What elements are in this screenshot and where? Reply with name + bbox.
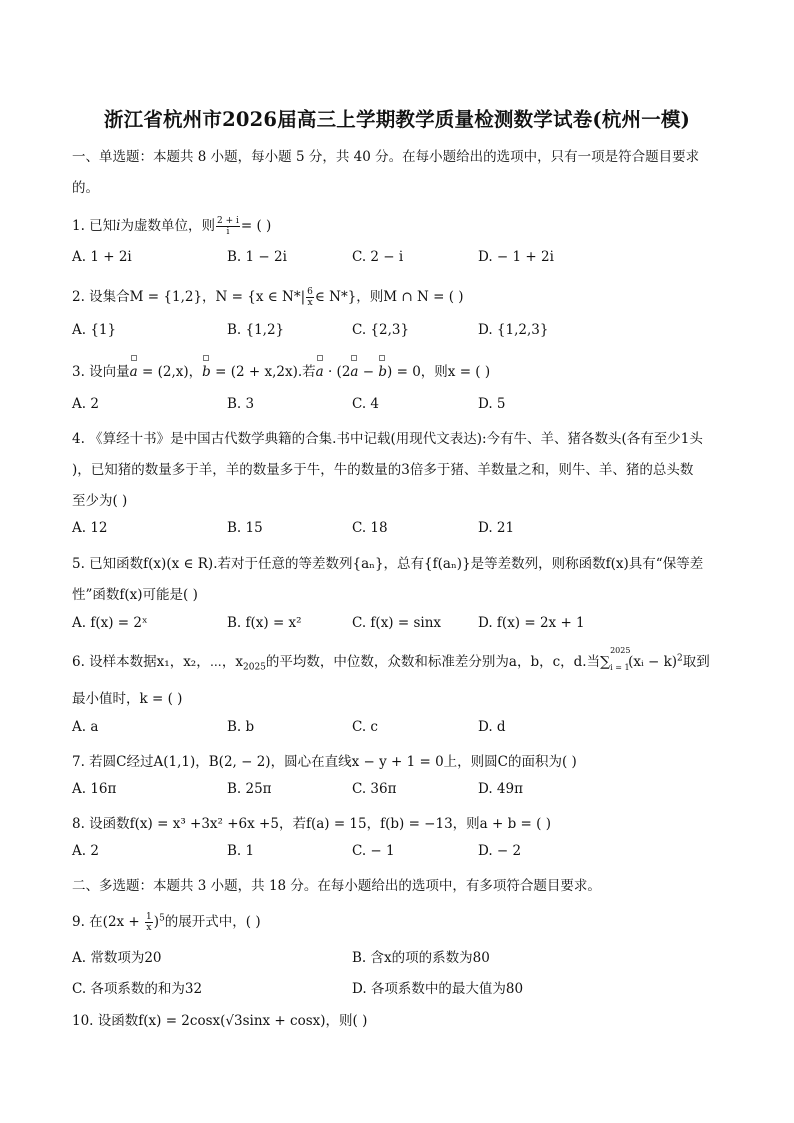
vector-arrow-icon: [203, 355, 209, 361]
option-d: D. − 2: [478, 843, 522, 859]
vector-arrow-icon: [379, 355, 385, 361]
vector-arrow-icon: [351, 355, 357, 361]
option-d: D. f(x) = 2x + 1: [478, 615, 585, 631]
option-b: B. 含x的项的系数为80: [352, 950, 490, 966]
vector-arrow-icon: [317, 355, 323, 361]
question-5: 5. 已知函数f(x)(x ∈ R).若对于任意的等差数列{aₙ}，总有{f(aₙ)}是等差数列，则称函数f(x)具有“保等差: [72, 556, 704, 572]
vector-arrow-icon: [131, 355, 137, 361]
option-c: C. c: [352, 719, 378, 735]
question-6: 6. 设样本数据x₁，x₂，⋯，$x_{2025}$的平均数，中位数，众数和标准差分别为a，b，c，d.当∑ 2025 i = 1 (xᵢ − k)$^2$取到: [72, 646, 710, 673]
option-a: A. 2: [72, 396, 99, 412]
option-b: B. {1,2}: [227, 322, 285, 338]
question-4: 4. 《算经十书》是中国古代数学典籍的合集.书中记载(用现代文表达):今有牛、羊、猪各数头(各有至少1头: [72, 431, 703, 447]
question-3: 3. 设向量 a = (2,x)， b = (2 + x,2x).若 a · (2 a − b) = 0，则x = ( ): [72, 360, 490, 380]
option-d: D. 49π: [478, 781, 523, 797]
section-1-heading: 一、单选题：本题共 8 小题，每小题 5 分，共 40 分。在每小题给出的选项中，只有一项是符合题目要求: [72, 149, 700, 165]
option-d: D. {1,2,3}: [478, 322, 549, 338]
option-d: D. 21: [478, 520, 515, 536]
option-a: A. f(x) = 2ˣ: [72, 615, 148, 631]
option-b: B. 15: [227, 520, 263, 536]
option-d: D. 5: [478, 396, 506, 412]
vector-a: a: [316, 364, 324, 380]
section-1-heading-cont: 的。: [72, 180, 99, 196]
fraction: $\frac{2 + i}{i}$: [217, 216, 239, 237]
option-b: B. 25π: [227, 781, 272, 797]
question-6-cont: 最小值时，k = ( ): [72, 691, 183, 707]
question-1: 1. 已知i为虚数单位，则 $\frac{2 + i}{i}$ = ( ): [72, 216, 272, 237]
option-a: A. a: [72, 719, 99, 735]
option-c: C. {2,3}: [352, 322, 410, 338]
option-c: C. 4: [352, 396, 380, 412]
option-a: A. 16π: [72, 781, 117, 797]
option-b: B. 1: [227, 843, 255, 859]
option-d: D. − 1 + 2i: [478, 249, 554, 265]
option-c: C. f(x) = sinx: [352, 615, 442, 631]
vector-b: b: [378, 364, 387, 380]
question-4-cont: )，已知猪的数量多于羊，羊的数量多于牛，牛的数量的3倍多于猪、羊数量之和，则牛、羊、猪的总头数: [72, 462, 694, 478]
option-c: C. 36π: [352, 781, 397, 797]
option-a: A. 常数项为20: [72, 950, 162, 966]
question-2: 2. 设集合M = {1,2}，N = {x ∈ N*| $\frac{6}{x}$ ∈ N*}，则M ∩ N = ( ): [72, 287, 464, 308]
section-2-heading: 二、多选题：本题共 3 小题，共 18 分。在每小题给出的选项中，有多项符合题目要求。: [72, 878, 601, 894]
question-4-cont: 至少为( ): [72, 493, 128, 509]
summation: ∑ 2025 i = 1: [600, 646, 631, 672]
option-a: A. 12: [72, 520, 108, 536]
option-c: C. 18: [352, 520, 388, 536]
question-7: 7. 若圆C经过A(1,1)，B(2, − 2)，圆心在直线x − y + 1 = 0上，则圆C的面积为( ): [72, 754, 577, 770]
vector-a: a: [350, 364, 358, 380]
question-10: 10. 设函数f(x) = 2cosx(√3sinx + cosx)，则( ): [72, 1013, 368, 1029]
question-9: 9. 在(2x + $\frac{1}{x}$ )$^5$的展开式中，( ): [72, 912, 261, 933]
option-b: B. 3: [227, 396, 255, 412]
fraction: $\frac{1}{x}$: [146, 912, 152, 933]
vector-a: a: [130, 364, 138, 380]
option-c: C. − 1: [352, 843, 395, 859]
page-title: 浙江省杭州市2026届高三上学期教学质量检测数学试卷(杭州一模): [103, 108, 691, 131]
vector-b: b: [202, 364, 211, 380]
option-d: D. 各项系数中的最大值为80: [352, 981, 524, 997]
option-a: A. 2: [72, 843, 99, 859]
question-8: 8. 设函数f(x) = x³ +3x² +6x +5，若f(a) = 15，f(b) = −13，则a + b = ( ): [72, 816, 551, 832]
option-b: B. 1 − 2i: [227, 249, 287, 265]
option-a: A. {1}: [72, 322, 117, 338]
option-c: C. 2 − i: [352, 249, 404, 265]
option-a: A. 1 + 2i: [72, 249, 132, 265]
question-5-cont: 性”函数f(x)可能是( ): [72, 587, 198, 603]
option-d: D. d: [478, 719, 506, 735]
option-b: B. b: [227, 719, 255, 735]
fraction: $\frac{6}{x}$: [307, 287, 313, 308]
option-b: B. f(x) = x²: [227, 615, 302, 631]
option-c: C. 各项系数的和为32: [72, 981, 203, 997]
